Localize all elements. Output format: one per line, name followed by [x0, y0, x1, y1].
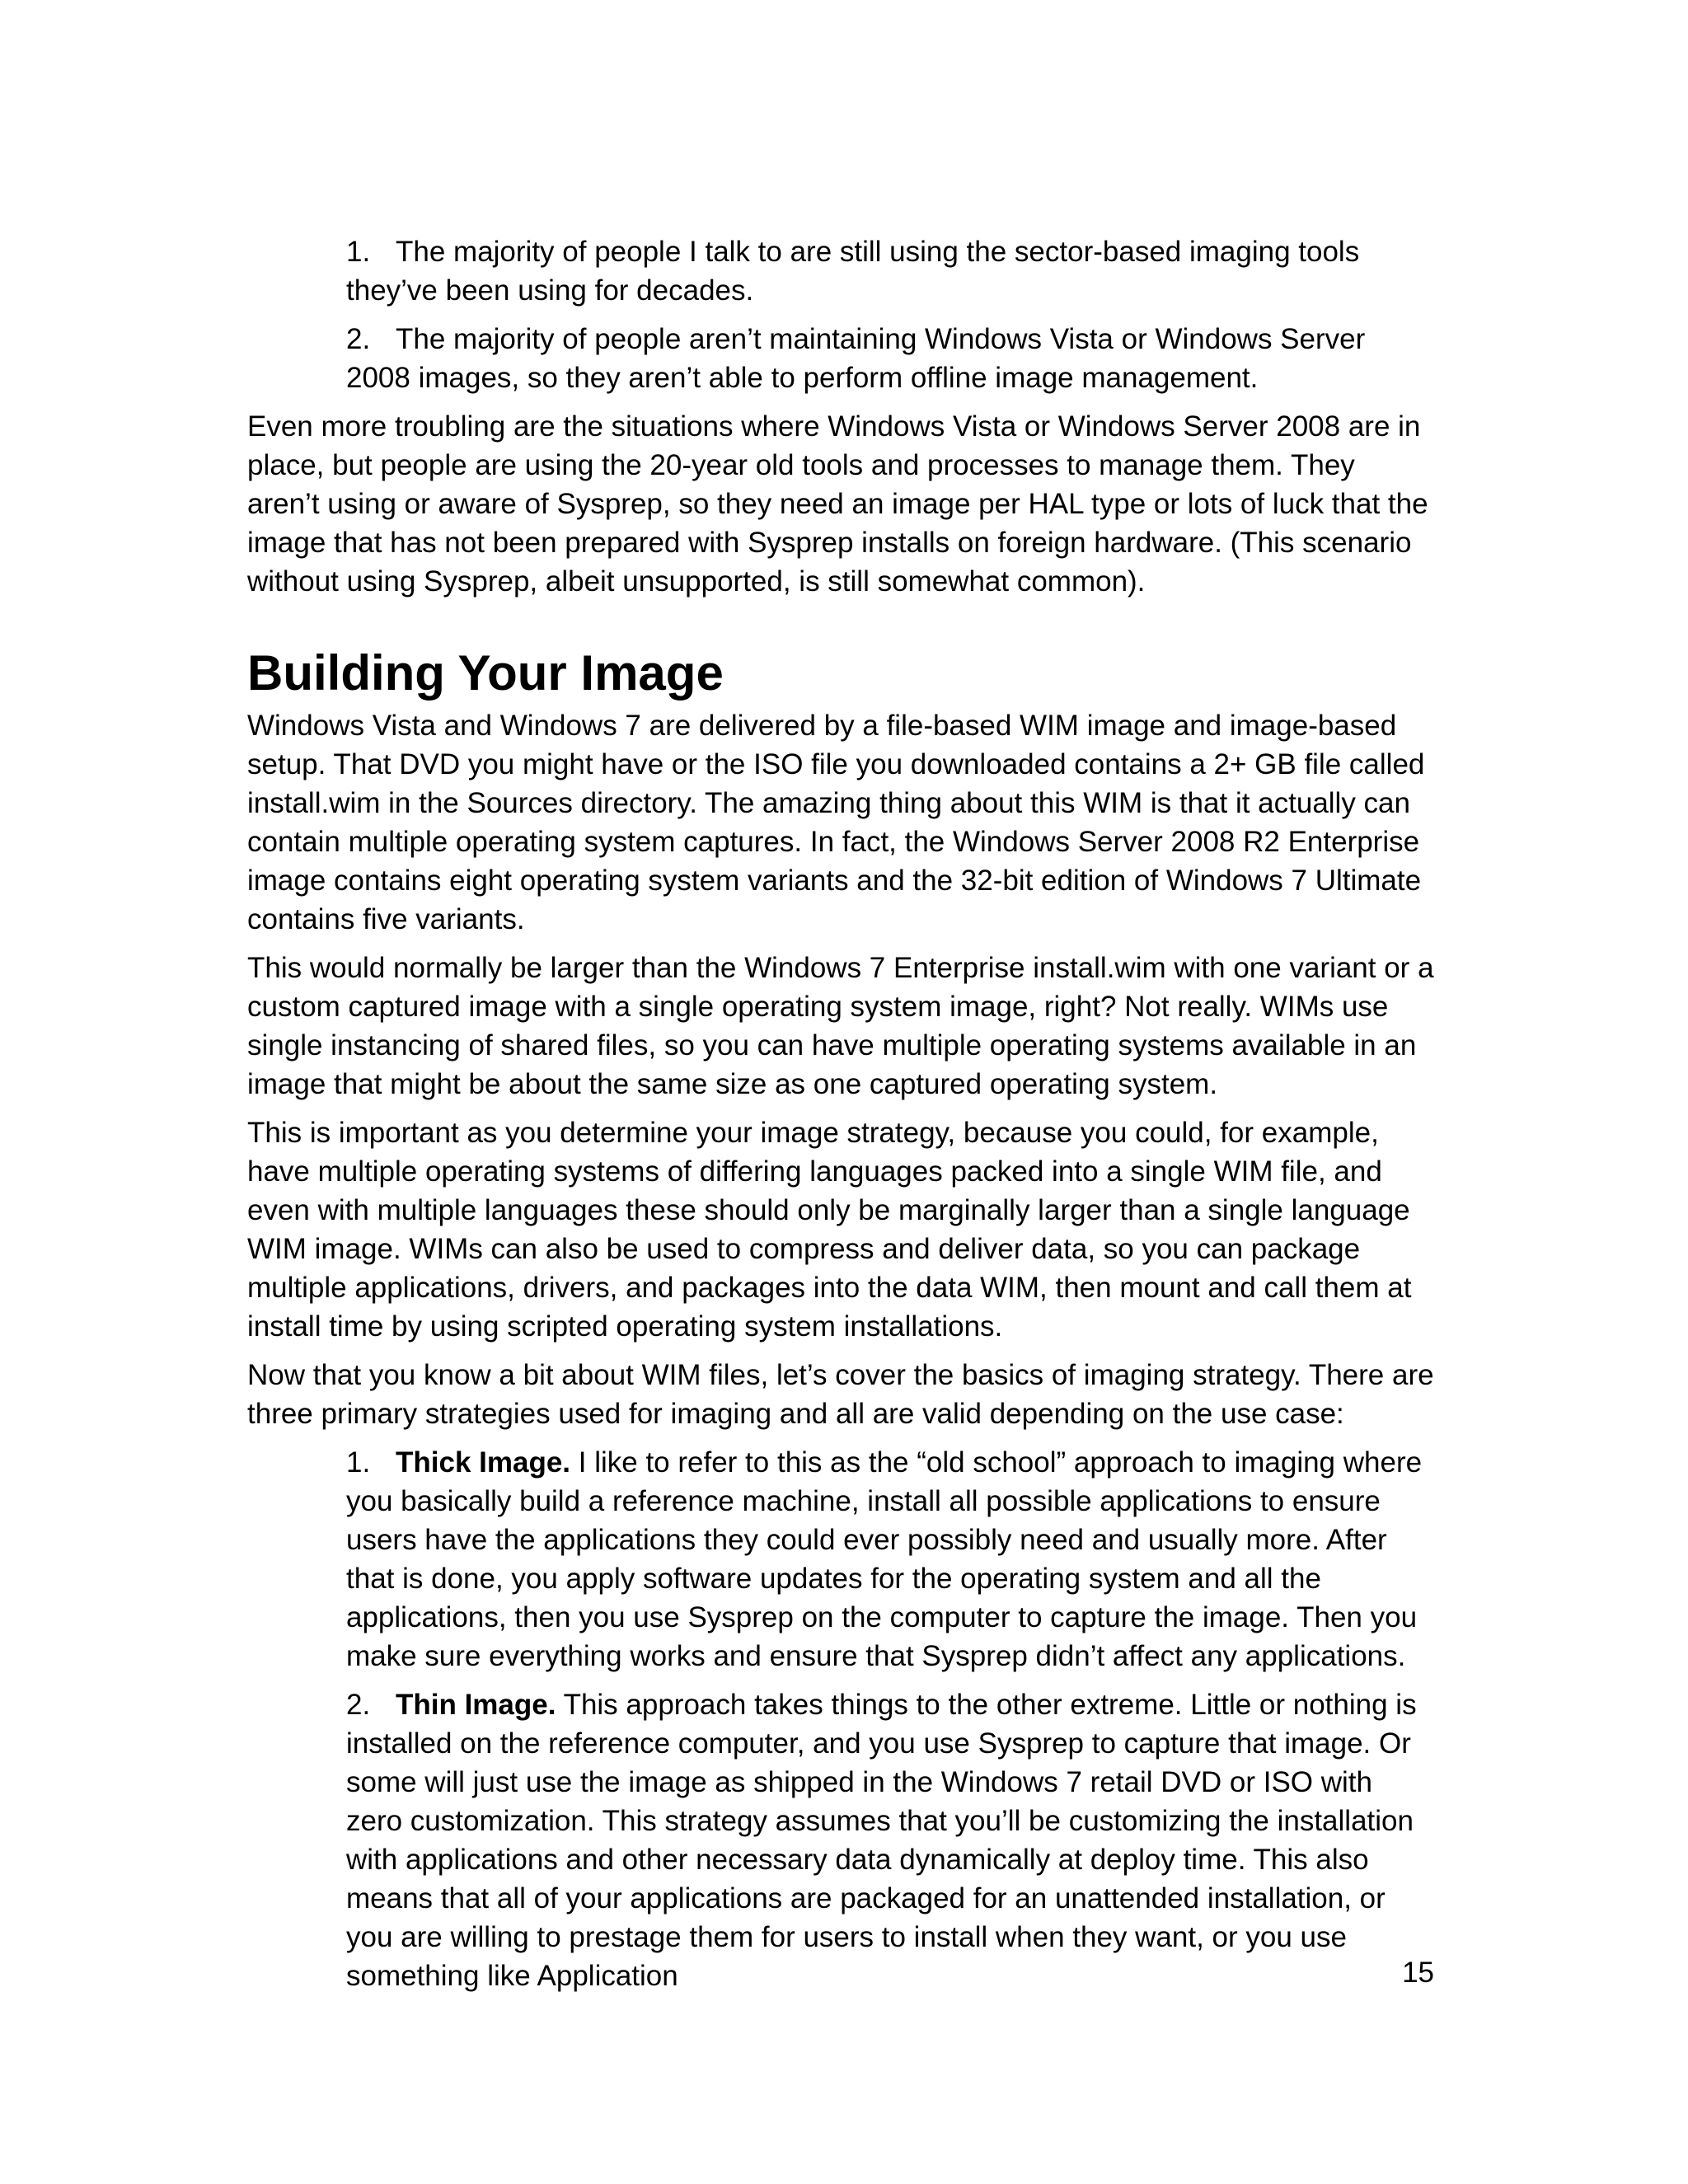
section-heading: Building Your Image [247, 645, 724, 701]
intro-paragraph: Even more troubling are the situations where Windows Vista or Windows Server 2008 are in place, but people are using the 20-year old tools and processes to manage them. They aren’t using or aware of Sysprep, so they need an image per HAL type or lots of luck that the image that has not been prepared with Sysprep installs on foreign hardware. (This scenario without using Sysprep, albeit unsupported, is still somewhat common). [247, 410, 1428, 598]
list-item [346, 320, 1434, 397]
intro-numbered-list [247, 232, 1434, 397]
page-number: 15 [1402, 1957, 1434, 1989]
list-item-text: The majority of people I talk to are still using the sector-based imaging tools they’ve been using for decades. [346, 236, 1360, 307]
list-item-number: 2. [346, 323, 371, 355]
list-item-term: Thin Image. [396, 1689, 556, 1721]
list-item [346, 1685, 1434, 1995]
paragraph: This would normally be larger than the Windows 7 Enterprise install.wim with one variant or a custom captured image with a single operating system image, right? Not really. WIMs use single instancing of shared files, so you can have multiple operating systems available in an image that might be about the same size as one captured operating system. [247, 952, 1434, 1100]
list-item-text: This approach takes things to the other extreme. Little or nothing is installed on the reference computer, and you use Sysprep to capture that image. Or some will just use the image as shipped in the Windows 7 retail DVD or ISO with zero customization. This strategy assumes that you’ll be customizing the installation with applications and other necessary data dynamically at deploy time. This also means that all of your applications are packaged for an unattended installation, or you are willing to prestage them for users to install when they want, or you use something like Application [346, 1689, 1417, 1992]
paragraph: Now that you know a bit about WIM files, let’s cover the basics of imaging strategy. There are three primary strategies used for imaging and all are valid depending on the use case: [247, 1359, 1434, 1430]
list-item-number: 1. [346, 236, 371, 268]
list-item-text: I like to refer to this as the “old school” approach to imaging where you basically build a reference machine, install all possible applications to ensure users have the applications they could ever possibly need and usually more. After that is done, you apply software updates for the operating system and all the applications, then you use Sysprep on the computer to capture the image. Then you make sure everything works and ensure that Sysprep didn’t affect any applications. [346, 1446, 1423, 1672]
list-item-term: Thick Image. [396, 1446, 571, 1479]
list-item-text: The majority of people aren’t maintaining Windows Vista or Windows Server 2008 images, so they aren’t able to perform offline image management. [346, 323, 1366, 394]
list-item [346, 232, 1434, 310]
strategy-numbered-list [247, 1443, 1434, 1995]
list-item-number: 1. [346, 1446, 371, 1479]
paragraph: Windows Vista and Windows 7 are delivered by a file-based WIM image and image-based setup. That DVD you might have or the ISO file you downloaded contains a 2+ GB file called install.wim in the Sources directory. The amazing thing about this WIM is that it actually can contain multiple operating system captures. In fact, the Windows Server 2008 R2 Enterprise image contains eight operating system variants and the 32-bit edition of Windows 7 Ultimate contains five variants. [247, 710, 1425, 935]
list-item [346, 1443, 1434, 1675]
page-content [247, 232, 1434, 2005]
list-item-number: 2. [346, 1689, 371, 1721]
paragraph: This is important as you determine your image strategy, because you could, for example, have multiple operating systems of differing languages packed into a single WIM file, and even with multiple languages these should only be marginally larger than a single language WIM image. WIMs can also be used to compress and deliver data, so you can package multiple applications, drivers, and packages into the data WIM, then mount and call them at install time by using scripted operating system installations. [247, 1117, 1412, 1343]
